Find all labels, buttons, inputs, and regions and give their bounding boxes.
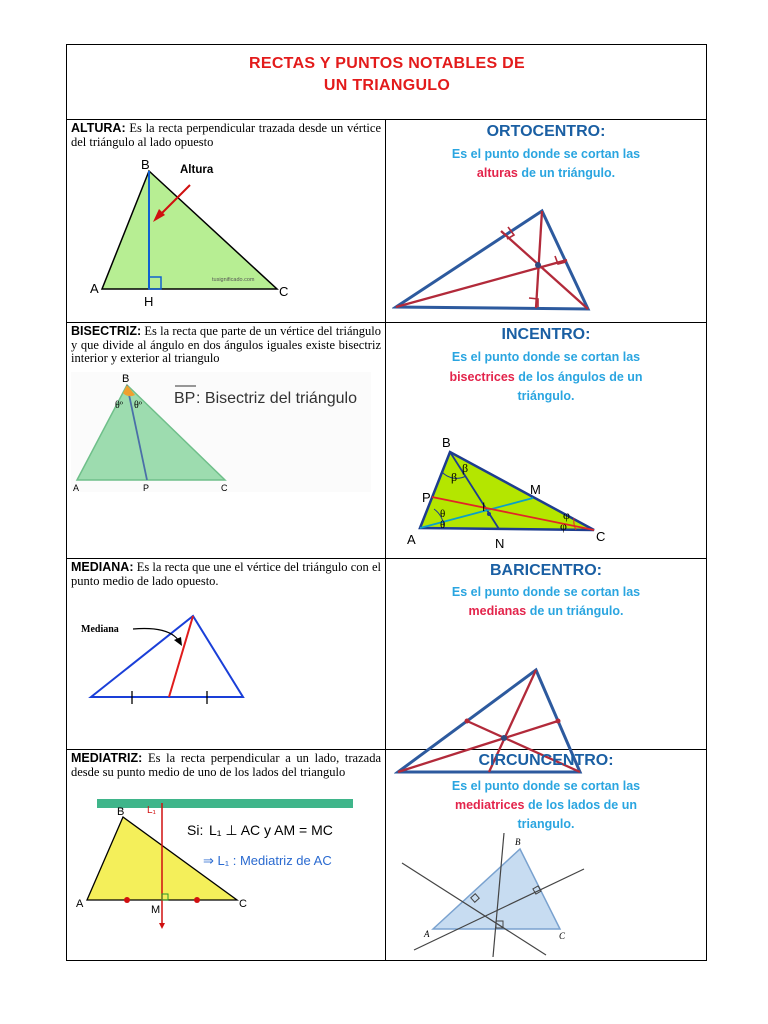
bisectriz-text: Es la recta que parte de un vértice del triángulo y que divide al ángulo en dos ángulos iguales existe bisectriz interior y exterior al triangulo bbox=[71, 324, 381, 365]
mediatriz-text: Es la recta perpendicular a un lado, trazada desde su punto medio de uno de los lados del triangulo bbox=[71, 751, 381, 779]
mediatriz-figure bbox=[71, 799, 353, 929]
altura-figure bbox=[87, 159, 327, 309]
circuncentro-figure bbox=[396, 833, 596, 957]
baricentro-line-2 bbox=[386, 601, 706, 621]
bisectriz-label-c: C bbox=[221, 483, 228, 492]
bisectriz-bp-label: BP bbox=[174, 390, 196, 407]
baricentro-line-1: Es el punto donde se cortan las bbox=[451, 585, 641, 599]
circuncentro-label-b: B bbox=[515, 837, 521, 847]
bisectriz-label-a: A bbox=[73, 483, 80, 492]
incentro-line-2 bbox=[386, 367, 706, 387]
baricentro-heading: BARICENTRO: bbox=[490, 562, 602, 579]
incentro-line-3: triángulo. bbox=[517, 389, 575, 403]
incentro-label-beta-2: β bbox=[462, 461, 469, 475]
circuncentro-heading: CIRCUNCENTRO: bbox=[478, 752, 614, 769]
altura-label-h: H bbox=[144, 294, 154, 309]
altura-site-label: tusignificado.com bbox=[212, 277, 255, 283]
mediana-text: Es la recta que une el vértice del triángulo con el punto medio de lado opuesto. bbox=[71, 560, 381, 588]
ortocentro-line-2-text: de un triángulo. bbox=[517, 166, 616, 180]
incentro-figure bbox=[398, 414, 608, 554]
mediatriz-si-label: Si: bbox=[187, 822, 204, 838]
document-sheet bbox=[66, 44, 707, 961]
title-line-2: UN TRIANGULO bbox=[323, 77, 451, 94]
ortocentro-figure bbox=[392, 203, 598, 319]
mediana-figure bbox=[81, 608, 251, 708]
cell-mediana bbox=[67, 558, 386, 749]
ortocentro-heading: ORTOCENTRO: bbox=[486, 123, 606, 140]
row-mediatriz bbox=[67, 749, 706, 960]
bisectriz-figure bbox=[71, 372, 371, 492]
cell-bisectriz bbox=[67, 322, 386, 558]
incentro-heading: INCENTRO: bbox=[501, 326, 591, 343]
baricentro-highlight: medianas bbox=[468, 604, 527, 618]
mediatriz-label-c: C bbox=[239, 898, 247, 910]
incentro-line-1: Es el punto donde se cortan las bbox=[451, 350, 641, 364]
incentro-label-i: I bbox=[482, 500, 486, 514]
cell-altura bbox=[67, 119, 386, 322]
altura-term: ALTURA: bbox=[71, 121, 126, 135]
row-bisectriz bbox=[67, 322, 706, 559]
mediana-description bbox=[71, 561, 381, 588]
mediatriz-relation: L₁ ⊥ AC y AM = MC bbox=[209, 822, 333, 838]
cell-circuncentro bbox=[386, 749, 706, 960]
cell-mediatriz bbox=[67, 749, 386, 960]
circuncentro-line-1: Es el punto donde se cortan las bbox=[451, 779, 641, 793]
mediatriz-term: MEDIATRIZ: bbox=[71, 751, 143, 765]
mediana-arrow-label: Mediana bbox=[81, 624, 119, 635]
incentro-label-beta-1: β bbox=[451, 470, 458, 484]
ortocentro-line-2 bbox=[386, 163, 706, 183]
incentro-label-theta-2: θ bbox=[440, 519, 446, 531]
baricentro-line-2-text: de un triángulo. bbox=[526, 604, 624, 618]
altura-text: Es la recta perpendicular trazada desde un vértice del triángulo al lado opuesto bbox=[71, 121, 381, 149]
bisectriz-label-theta-right: θº bbox=[134, 400, 142, 411]
mediatriz-conclusion: ⇒ L₁ : Mediatriz de AC bbox=[203, 853, 332, 868]
ortocentro-highlight: alturas bbox=[476, 166, 518, 180]
ortocentro-line-1: Es el punto donde se cortan las bbox=[451, 147, 641, 161]
incentro-label-m: M bbox=[530, 482, 541, 497]
bisectriz-term: BISECTRIZ: bbox=[71, 324, 142, 338]
row-mediana bbox=[67, 558, 706, 750]
document-title bbox=[237, 53, 537, 97]
mediatriz-description bbox=[71, 752, 381, 779]
incentro-label-phi-2: φ bbox=[560, 519, 567, 533]
mediatriz-label-a: A bbox=[76, 898, 84, 910]
circuncentro-line-2 bbox=[386, 795, 706, 815]
incentro-label-phi-1: φ bbox=[563, 508, 570, 522]
mediatriz-label-l1: L₁ bbox=[147, 805, 156, 816]
incentro-highlight: bisectrices bbox=[449, 370, 515, 384]
title-box bbox=[67, 45, 706, 120]
bisectriz-label-theta-left: θº bbox=[115, 400, 123, 411]
circuncentro-label-a: A bbox=[424, 929, 430, 939]
mediatriz-label-m: M bbox=[151, 904, 161, 916]
incentro-label-a: A bbox=[407, 532, 416, 547]
circuncentro-label-c: C bbox=[559, 931, 566, 941]
altura-arrow-label: Altura bbox=[180, 164, 214, 176]
mediana-term: MEDIANA: bbox=[71, 560, 134, 574]
circuncentro-line-3: triangulo. bbox=[517, 817, 575, 831]
incentro-label-p: P bbox=[422, 490, 431, 505]
row-altura bbox=[67, 119, 706, 323]
incentro-label-theta-1: θ bbox=[440, 508, 446, 520]
bisectriz-label-p: P bbox=[143, 483, 150, 492]
altura-label-c: C bbox=[279, 284, 289, 299]
altura-description bbox=[71, 122, 381, 149]
title-line-1: RECTAS Y PUNTOS NOTABLES DE bbox=[249, 55, 525, 72]
cell-ortocentro bbox=[386, 119, 706, 322]
bisectriz-caption: : Bisectriz del triángulo bbox=[196, 390, 357, 407]
cell-incentro bbox=[386, 322, 706, 558]
circuncentro-line-2-text: de los lados de un bbox=[524, 798, 637, 812]
circuncentro-highlight: mediatrices bbox=[454, 798, 525, 812]
incentro-line-2-text: de los ángulos de un bbox=[514, 370, 643, 384]
cell-baricentro bbox=[386, 558, 706, 749]
incentro-label-c: C bbox=[596, 529, 606, 544]
bisectriz-description bbox=[71, 325, 381, 366]
altura-label-a: A bbox=[90, 281, 99, 296]
mediatriz-label-b: B bbox=[117, 806, 125, 818]
altura-label-b: B bbox=[141, 159, 150, 172]
incentro-label-n: N bbox=[495, 536, 505, 551]
incentro-label-b: B bbox=[442, 435, 451, 450]
bisectriz-label-b: B bbox=[122, 373, 130, 385]
